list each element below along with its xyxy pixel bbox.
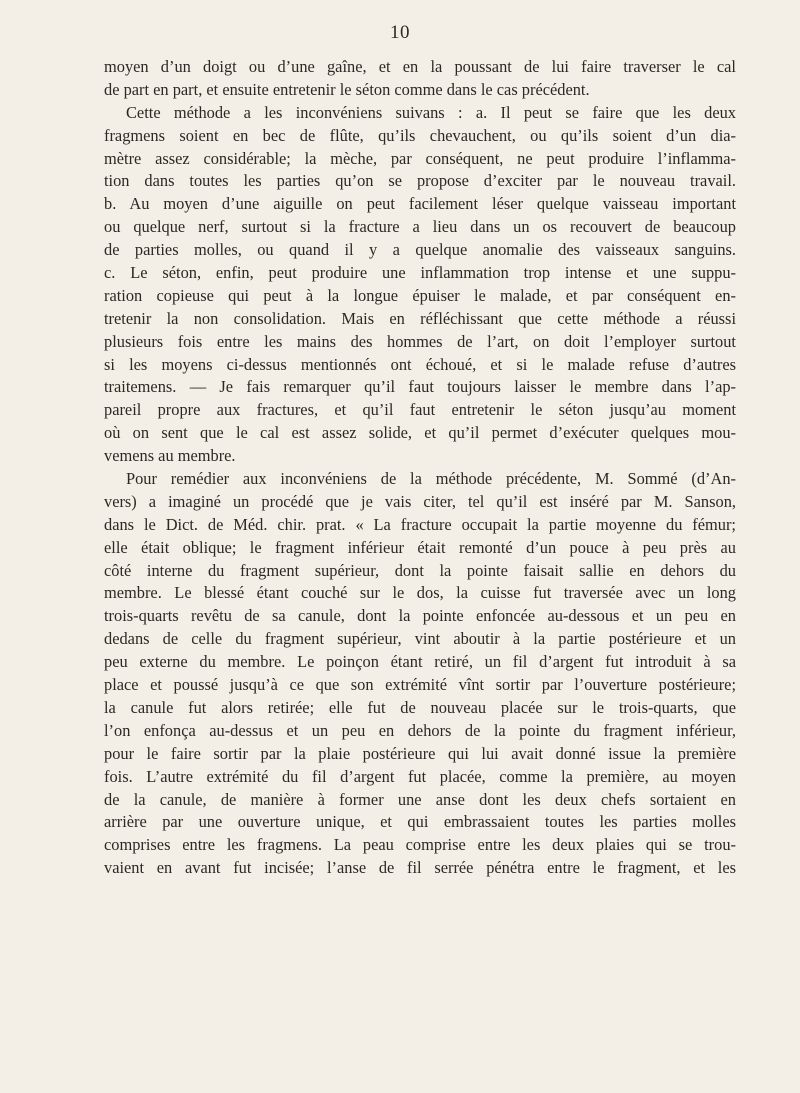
text-line: fois. L’autre extrémité du fil d’argent fut placée, comme la première, au moyen bbox=[104, 766, 736, 786]
text-line: Cette méthode a les inconvéniens suivans : a. Il peut se faire que les deux bbox=[126, 102, 736, 122]
text-line: la canule fut alors retirée; elle fut de nouveau placée sur le trois-quarts, que bbox=[104, 697, 736, 717]
text-line: où on sent que le cal est assez solide, et qu’il permet d’exécuter quelques mou- bbox=[104, 423, 736, 443]
text-line: tion dans toutes les parties qu’on se propose d’exciter par le nouveau travail. bbox=[104, 171, 736, 191]
text-line: l’on enfonça au-dessus et un peu en dehors de la pointe du fragment inférieur, bbox=[104, 720, 736, 740]
text-line: arrière par une ouverture unique, et qui embrassaient toutes les parties molles bbox=[104, 812, 736, 832]
text-line: si les moyens ci-dessus mentionnés ont échoué, et si le malade refuse d’autres bbox=[104, 354, 736, 374]
text-line: traitemens. — Je fais remarquer qu’il faut toujours laisser le membre dans l’ap- bbox=[104, 377, 736, 397]
text-line: ration copieuse qui peut à la longue épuiser le malade, et par conséquent en- bbox=[104, 285, 736, 305]
text-line: plusieurs fois entre les mains des hommes de l’art, on doit l’employer surtout bbox=[104, 331, 736, 351]
text-line: trois-quarts revêtu de sa canule, dont la pointe enfoncée au-dessous et un peu en bbox=[104, 606, 736, 626]
text-line: dedans de celle du fragment supérieur, vint aboutir à la partie postérieure et un bbox=[104, 629, 736, 649]
text-line: de la canule, de manière à former une anse dont les deux chefs sortaient en bbox=[104, 789, 736, 809]
text-line: elle était oblique; le fragment inférieur était remonté d’un pouce à peu près au bbox=[104, 537, 736, 557]
text-line: moyen d’un doigt ou d’une gaîne, et en la poussant de lui faire traverser le cal bbox=[104, 57, 736, 76]
text-line: de part en part, et ensuite entretenir le séton comme dans le cas précédent. bbox=[104, 79, 590, 99]
text-line: vers) a imaginé un procédé que je vais citer, tel qu’il est inséré par M. Sanson, bbox=[104, 491, 736, 511]
text-line: c. Le séton, enfin, peut produire une inflammation trop intense et une suppu- bbox=[104, 263, 736, 283]
text-line: Pour remédier aux inconvéniens de la méthode précédente, M. Sommé (d’An- bbox=[126, 469, 736, 489]
page-number: 10 bbox=[390, 22, 410, 43]
text-line: b. Au moyen d’une aiguille on peut facilement léser quelque vaisseau important bbox=[104, 194, 736, 214]
text-line: fragmens soient en bec de flûte, qu’ils chevauchent, ou qu’ils soient d’un dia- bbox=[104, 125, 736, 145]
text-line: de parties molles, ou quand il y a quelque anomalie des vaisseaux sanguins. bbox=[104, 240, 736, 260]
body-text bbox=[104, 56, 736, 880]
text-line: comprises entre les fragmens. La peau comprise entre les deux plaies qui se trou- bbox=[104, 835, 736, 855]
text-line: peu externe du membre. Le poinçon étant retiré, un fil d’argent fut introduit à sa bbox=[104, 652, 736, 672]
text-line: mètre assez considérable; la mèche, par conséquent, ne peut produire l’inflamma- bbox=[104, 148, 736, 168]
text-line: place et poussé jusqu’à ce que son extrémité vînt sortir par l’ouverture postérieure; bbox=[104, 675, 736, 695]
text-line: côté interne du fragment supérieur, dont la pointe faisait sallie en dehors du bbox=[104, 560, 736, 580]
text-line: membre. Le blessé étant couché sur le dos, la cuisse fut traversée avec un long bbox=[104, 583, 736, 603]
text-line: vaient en avant fut incisée; l’anse de fil serrée pénétra entre le fragment, et les bbox=[104, 858, 736, 878]
text-line: pour le faire sortir par la plaie postérieure qui lui avait donné issue la première bbox=[104, 743, 736, 763]
text-line: vemens au membre. bbox=[104, 446, 236, 466]
text-line: tretenir la non consolidation. Mais en réfléchissant que cette méthode a réussi bbox=[104, 308, 736, 328]
text-line: ou quelque nerf, surtout si la fracture a lieu dans un os recouvert de beaucoup bbox=[104, 217, 736, 237]
text-line: pareil propre aux fractures, et qu’il faut entretenir le séton jusqu’au moment bbox=[104, 400, 736, 420]
text-line: dans le Dict. de Méd. chir. prat. « La fracture occupait la partie moyenne du fémur; bbox=[104, 514, 736, 534]
